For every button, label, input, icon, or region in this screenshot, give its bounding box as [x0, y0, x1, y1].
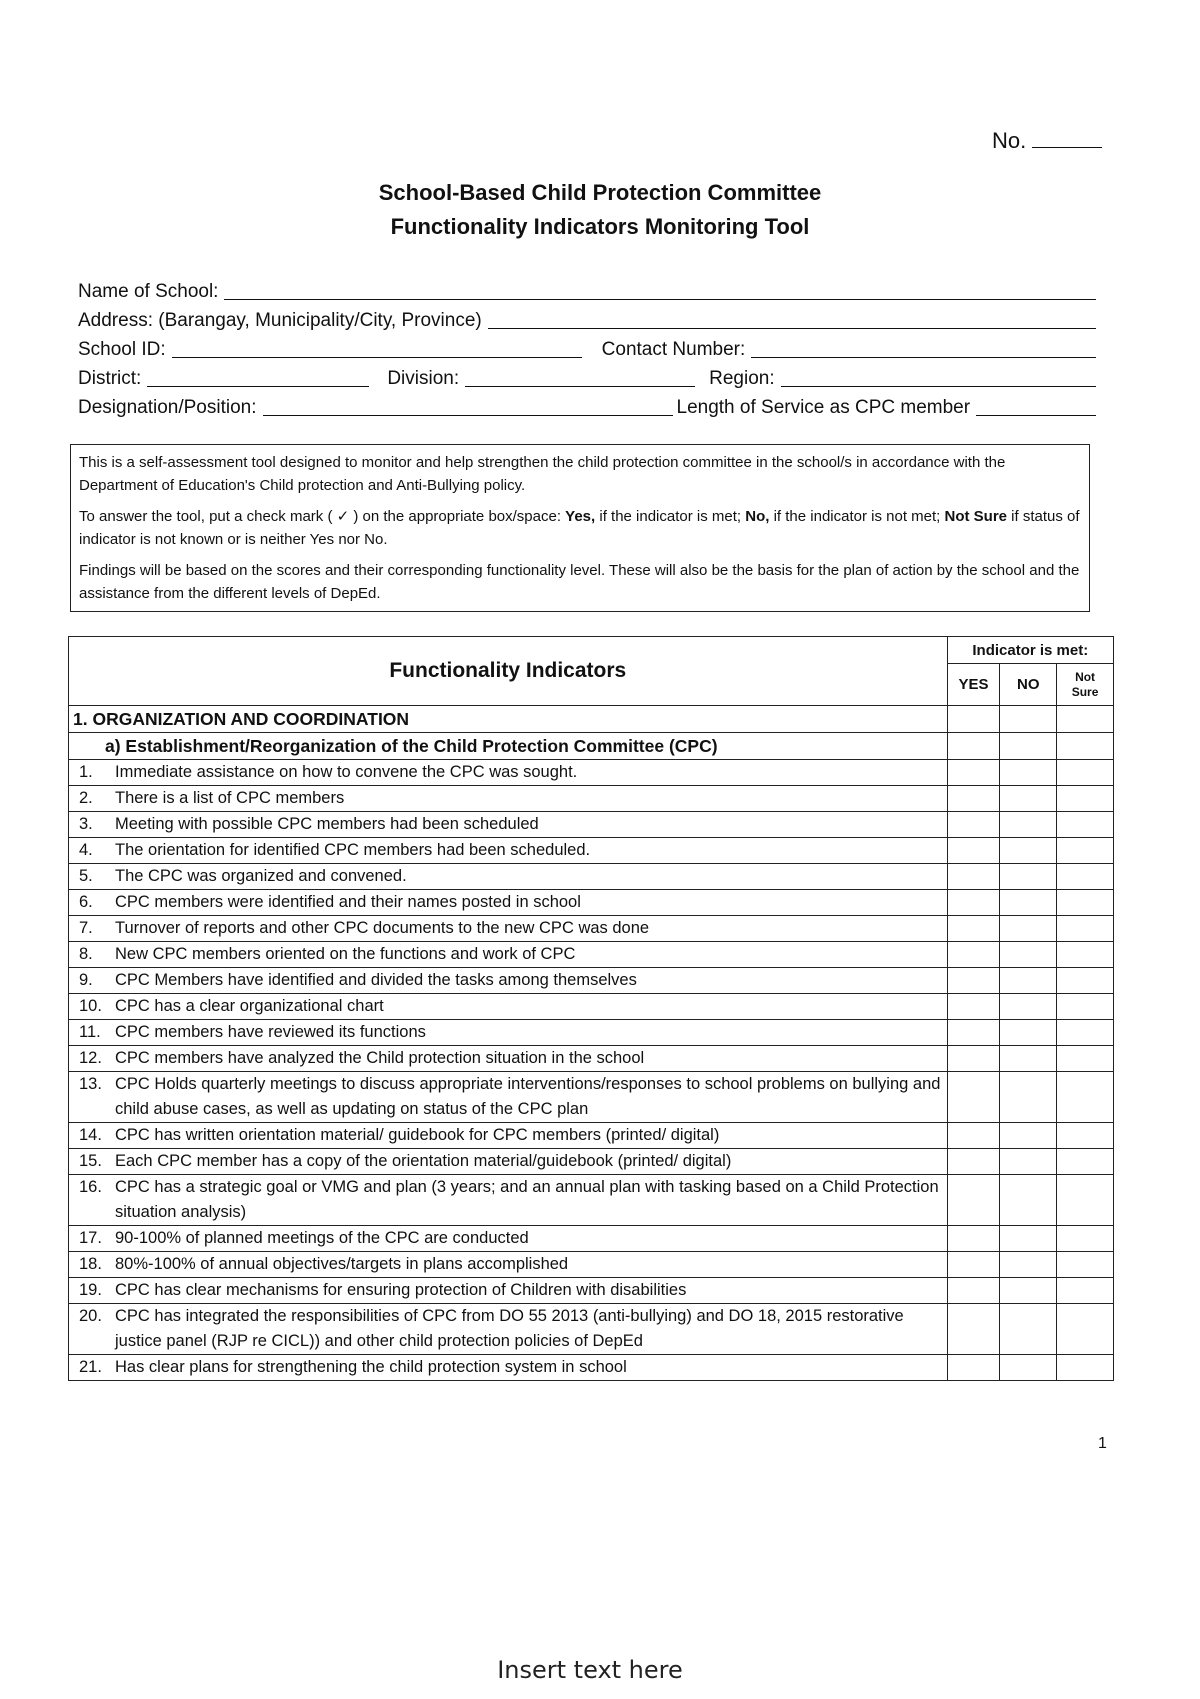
checkbox-yes[interactable]: [947, 994, 1000, 1020]
indicators-header: Functionality Indicators: [69, 637, 948, 706]
indicator-cell: [69, 760, 948, 786]
indicator-cell: [69, 1072, 948, 1123]
checkbox-yes[interactable]: [947, 968, 1000, 994]
checkbox-not-sure[interactable]: [1057, 864, 1114, 890]
contact-number-label: Contact Number:: [601, 339, 746, 360]
checkbox-not-sure[interactable]: [1057, 1020, 1114, 1046]
checkbox-not-sure[interactable]: [1057, 706, 1114, 733]
indicator-item: [73, 1278, 943, 1303]
table-row: [69, 760, 1114, 786]
indicator-number: 4.: [79, 841, 93, 859]
indicator-number: 19.: [79, 1281, 102, 1299]
indicator-text: Has clear plans for strengthening the child protection system in school: [115, 1358, 627, 1376]
checkbox-yes[interactable]: [947, 1072, 1000, 1123]
indicator-cell: [69, 1355, 948, 1381]
section-title: 1. ORGANIZATION AND COORDINATION: [69, 706, 948, 733]
indicators-table: [68, 636, 1114, 1381]
checkbox-yes[interactable]: [947, 838, 1000, 864]
indicator-text: CPC members were identified and their names posted in school: [115, 893, 581, 911]
checkbox-yes[interactable]: [947, 1304, 1000, 1355]
indicator-cell: [69, 1252, 948, 1278]
indicator-text: Meeting with possible CPC members had been scheduled: [115, 815, 539, 833]
indicator-text: CPC has written orientation material/ guidebook for CPC members (printed/ digital): [115, 1126, 720, 1144]
table-row: [69, 1252, 1114, 1278]
checkbox-no[interactable]: [1000, 994, 1057, 1020]
table-row: [69, 1226, 1114, 1252]
title-line-2: Functionality Indicators Monitoring Tool: [390, 214, 810, 239]
indicator-cell: [69, 1304, 948, 1355]
checkbox-not-sure[interactable]: [1057, 1278, 1114, 1304]
indicator-text: 80%-100% of annual objectives/targets in plans accomplished: [115, 1255, 569, 1273]
indicator-text: New CPC members oriented on the functions and work of CPC: [115, 945, 576, 963]
instructions-box: [70, 444, 1090, 612]
yes-column-header: YES: [947, 664, 1000, 706]
indicator-number: 16.: [79, 1178, 102, 1196]
checkbox-yes[interactable]: [947, 706, 1000, 733]
indicator-cell: [69, 968, 948, 994]
indicator-item: [73, 812, 943, 837]
indicator-item: [73, 942, 943, 967]
indicator-text: CPC Members have identified and divided the tasks among themselves: [115, 971, 637, 989]
indicator-item: [73, 1252, 943, 1277]
indicator-cell: [69, 1149, 948, 1175]
checkbox-no[interactable]: [1000, 1020, 1057, 1046]
indicator-cell: [69, 864, 948, 890]
table-row: [69, 1175, 1114, 1226]
indicator-number: 14.: [79, 1126, 102, 1144]
indicator-cell: [69, 812, 948, 838]
checkbox-no[interactable]: [1000, 916, 1057, 942]
not-sure-column-header: Not Sure: [1057, 664, 1114, 706]
indicator-item: [73, 864, 943, 889]
indicator-text: The orientation for identified CPC members had been scheduled.: [115, 841, 591, 859]
indicator-number: 13.: [79, 1075, 102, 1093]
indicator-cell: [69, 1226, 948, 1252]
checkbox-not-sure[interactable]: [1057, 733, 1114, 760]
no-column-header: NO: [1000, 664, 1057, 706]
checkbox-not-sure[interactable]: [1057, 1226, 1114, 1252]
length-of-service-label: Length of Service as CPC member: [676, 397, 971, 418]
checkbox-no[interactable]: [1000, 1072, 1057, 1123]
checkbox-not-sure[interactable]: [1057, 838, 1114, 864]
school-name-label: Name of School:: [78, 281, 219, 302]
indicator-number: 17.: [79, 1229, 102, 1247]
checkbox-yes[interactable]: [947, 890, 1000, 916]
section-row: [69, 706, 1114, 733]
region-field[interactable]: [781, 366, 1096, 387]
indicator-item: [73, 838, 943, 863]
checkbox-not-sure[interactable]: [1057, 1252, 1114, 1278]
checkbox-yes[interactable]: [947, 1149, 1000, 1175]
checkbox-no[interactable]: [1000, 786, 1057, 812]
indicator-met-header: Indicator is met:: [947, 637, 1113, 664]
table-row: [69, 994, 1114, 1020]
checkbox-no[interactable]: [1000, 812, 1057, 838]
table-row: [69, 838, 1114, 864]
indicator-item: [73, 1123, 943, 1148]
checkbox-no[interactable]: [1000, 942, 1057, 968]
instructions-purpose: This is a self-assessment tool designed to monitor and help strengthen the child protection committee in the school/s in accordance with the Department of Education's Child protection and Anti-Bullying policy.: [79, 454, 1006, 494]
indicator-number: 18.: [79, 1255, 102, 1273]
checkbox-not-sure[interactable]: [1057, 916, 1114, 942]
checkbox-yes[interactable]: [947, 1278, 1000, 1304]
checkbox-not-sure[interactable]: [1057, 812, 1114, 838]
table-row: [69, 890, 1114, 916]
checkbox-not-sure[interactable]: [1057, 1149, 1114, 1175]
indicator-item: [73, 1046, 943, 1071]
district-row: [78, 362, 1102, 390]
indicator-cell: [69, 994, 948, 1020]
indicator-item: [73, 786, 943, 811]
indicator-item: [73, 1304, 943, 1354]
checkbox-not-sure[interactable]: [1057, 968, 1114, 994]
checkbox-no[interactable]: [1000, 760, 1057, 786]
address-field[interactable]: [488, 308, 1096, 329]
indicator-cell: [69, 1175, 948, 1226]
indicator-number: 21.: [79, 1358, 102, 1376]
indicator-text: CPC has a strategic goal or VMG and plan (3 years; and an annual plan with tasking based on a Child Protection situation analysis): [115, 1178, 939, 1221]
indicator-cell: [69, 890, 948, 916]
school-name-field[interactable]: [224, 279, 1096, 300]
checkbox-yes[interactable]: [947, 1355, 1000, 1381]
region-label: Region:: [709, 368, 775, 389]
checkbox-not-sure[interactable]: [1057, 786, 1114, 812]
page-number: 1: [1098, 1435, 1107, 1452]
indicator-item: [73, 1149, 943, 1174]
designation-field[interactable]: [263, 395, 673, 416]
indicator-number: 20.: [79, 1307, 102, 1325]
designation-row: [78, 391, 1102, 419]
indicator-cell: [69, 916, 948, 942]
checkbox-not-sure[interactable]: [1057, 890, 1114, 916]
table-row: [69, 1278, 1114, 1304]
checkbox-not-sure[interactable]: [1057, 1175, 1114, 1226]
checkbox-no[interactable]: [1000, 1252, 1057, 1278]
checkbox-no[interactable]: [1000, 864, 1057, 890]
title-line-1: School-Based Child Protection Committee: [378, 180, 822, 205]
indicator-text: CPC has clear mechanisms for ensuring protection of Children with disabilities: [115, 1281, 687, 1299]
checkbox-yes[interactable]: [947, 1046, 1000, 1072]
division-label: Division:: [387, 368, 460, 389]
table-row: [69, 1046, 1114, 1072]
checkbox-no[interactable]: [1000, 1123, 1057, 1149]
indicator-number: 1.: [79, 763, 93, 781]
subsection-row: [69, 733, 1114, 760]
form-number: [992, 128, 1102, 154]
checkbox-not-sure[interactable]: [1057, 942, 1114, 968]
address-row: [78, 304, 1102, 332]
checkbox-no[interactable]: [1000, 1149, 1057, 1175]
checkbox-yes[interactable]: [947, 1226, 1000, 1252]
table-row: [69, 916, 1114, 942]
indicator-number: 9.: [79, 971, 93, 989]
indicator-text: CPC members have analyzed the Child protection situation in the school: [115, 1049, 645, 1067]
indicator-cell: [69, 1278, 948, 1304]
checkbox-not-sure[interactable]: [1057, 760, 1114, 786]
indicator-item: [73, 1355, 943, 1380]
indicator-item: [73, 760, 943, 785]
table-row: [69, 968, 1114, 994]
indicator-number: 10.: [79, 997, 102, 1015]
checkbox-yes[interactable]: [947, 733, 1000, 760]
indicator-cell: [69, 942, 948, 968]
checkbox-yes[interactable]: [947, 1123, 1000, 1149]
checkbox-not-sure[interactable]: [1057, 1046, 1114, 1072]
checkbox-yes[interactable]: [947, 786, 1000, 812]
indicator-text: CPC has a clear organizational chart: [115, 997, 384, 1015]
indicator-number: 2.: [79, 789, 93, 807]
checkbox-not-sure[interactable]: [1057, 994, 1114, 1020]
address-label: Address: (Barangay, Municipality/City, Province): [78, 310, 482, 331]
table-row: [69, 1123, 1114, 1149]
indicator-text: Turnover of reports and other CPC documents to the new CPC was done: [115, 919, 650, 937]
indicator-number: 12.: [79, 1049, 102, 1067]
checkbox-not-sure[interactable]: [1057, 1123, 1114, 1149]
checkbox-yes[interactable]: [947, 1252, 1000, 1278]
checkbox-yes[interactable]: [947, 942, 1000, 968]
subsection-title: a) Establishment/Reorganization of the Child Protection Committee (CPC): [69, 733, 948, 760]
indicator-cell: [69, 1046, 948, 1072]
table-row: [69, 1020, 1114, 1046]
checkbox-not-sure[interactable]: [1057, 1355, 1114, 1381]
indicator-text: The CPC was organized and convened.: [115, 867, 407, 885]
indicator-text: There is a list of CPC members: [115, 789, 345, 807]
table-row: [69, 864, 1114, 890]
indicator-item: [73, 1072, 943, 1122]
indicator-cell: [69, 786, 948, 812]
checkbox-no[interactable]: [1000, 1226, 1057, 1252]
table-row: [69, 942, 1114, 968]
school-name-row: [78, 275, 1102, 303]
checkbox-yes[interactable]: [947, 916, 1000, 942]
table-row: [69, 786, 1114, 812]
checkbox-no[interactable]: [1000, 968, 1057, 994]
indicator-cell: [69, 838, 948, 864]
checkbox-no[interactable]: [1000, 890, 1057, 916]
indicator-number: 6.: [79, 893, 93, 911]
checkbox-yes[interactable]: [947, 864, 1000, 890]
designation-label: Designation/Position:: [78, 397, 257, 418]
form-number-label: No.: [992, 128, 1027, 153]
length-of-service-field[interactable]: [976, 395, 1096, 416]
school-id-row: [78, 333, 1102, 361]
insert-text-placeholder[interactable]: Insert text here: [497, 1656, 683, 1684]
indicator-text: Immediate assistance on how to convene the CPC was sought.: [115, 763, 578, 781]
checkbox-not-sure[interactable]: [1057, 1304, 1114, 1355]
school-id-field[interactable]: [172, 337, 582, 358]
checkbox-no[interactable]: [1000, 1175, 1057, 1226]
checkbox-no[interactable]: [1000, 838, 1057, 864]
indicator-number: 8.: [79, 945, 93, 963]
checkbox-no[interactable]: [1000, 1304, 1057, 1355]
indicator-number: 7.: [79, 919, 93, 937]
school-id-label: School ID:: [78, 339, 166, 360]
checkbox-no[interactable]: [1000, 733, 1057, 760]
instructions-findings: Findings will be based on the scores and their corresponding functionality level. These will also be the basis for the plan of action by the school and the assistance from the different levels of DepEd.: [79, 562, 1080, 602]
checkbox-yes[interactable]: [947, 1175, 1000, 1226]
indicator-number: 5.: [79, 867, 93, 885]
contact-number-field[interactable]: [751, 337, 1096, 358]
checkbox-yes[interactable]: [947, 812, 1000, 838]
checkbox-no[interactable]: [1000, 706, 1057, 733]
indicator-number: 11.: [79, 1023, 101, 1041]
indicator-text: Each CPC member has a copy of the orientation material/guidebook (printed/ digital): [115, 1152, 732, 1170]
indicator-text: CPC Holds quarterly meetings to discuss appropriate interventions/responses to school problems on bullying and child abuse cases, as well as updating on status of the CPC plan: [115, 1075, 941, 1118]
indicator-cell: [69, 1020, 948, 1046]
checkbox-no[interactable]: [1000, 1355, 1057, 1381]
district-label: District:: [78, 368, 142, 389]
checkbox-no[interactable]: [1000, 1046, 1057, 1072]
checkbox-not-sure[interactable]: [1057, 1072, 1114, 1123]
division-field[interactable]: [465, 366, 695, 387]
indicator-text: CPC members have reviewed its functions: [115, 1023, 426, 1041]
indicator-number: 3.: [79, 815, 93, 833]
indicator-item: [73, 1226, 943, 1251]
table-row: [69, 1149, 1114, 1175]
checkbox-no[interactable]: [1000, 1278, 1057, 1304]
table-row: [69, 1072, 1114, 1123]
indicator-item: [73, 1175, 943, 1225]
checkbox-yes[interactable]: [947, 1020, 1000, 1046]
form-number-blank[interactable]: [1032, 147, 1102, 148]
indicator-text: CPC has integrated the responsibilities of CPC from DO 55 2013 (anti-bullying) and DO 18, 2015 restorative justice panel (RJP re CICL)) and other child protection policies of DepEd: [115, 1307, 904, 1350]
table-row: [69, 1304, 1114, 1355]
checkbox-yes[interactable]: [947, 760, 1000, 786]
indicator-number: 15.: [79, 1152, 102, 1170]
table-row: [69, 1355, 1114, 1381]
district-field[interactable]: [147, 366, 369, 387]
instructions-how-to: To answer the tool, put a check mark ( ✓ ) on the appropriate box/space: Yes, if the indicator is met; No, if the indicator is not met; Not Sure if status of indicator is not known or is neither Yes nor No.: [79, 508, 1080, 548]
indicator-cell: [69, 1123, 948, 1149]
table-row: [69, 812, 1114, 838]
indicator-item: [73, 968, 943, 993]
indicator-item: [73, 916, 943, 941]
indicator-item: [73, 890, 943, 915]
indicator-item: [73, 1020, 943, 1045]
indicator-item: [73, 994, 943, 1019]
indicator-text: 90-100% of planned meetings of the CPC are conducted: [115, 1229, 529, 1247]
